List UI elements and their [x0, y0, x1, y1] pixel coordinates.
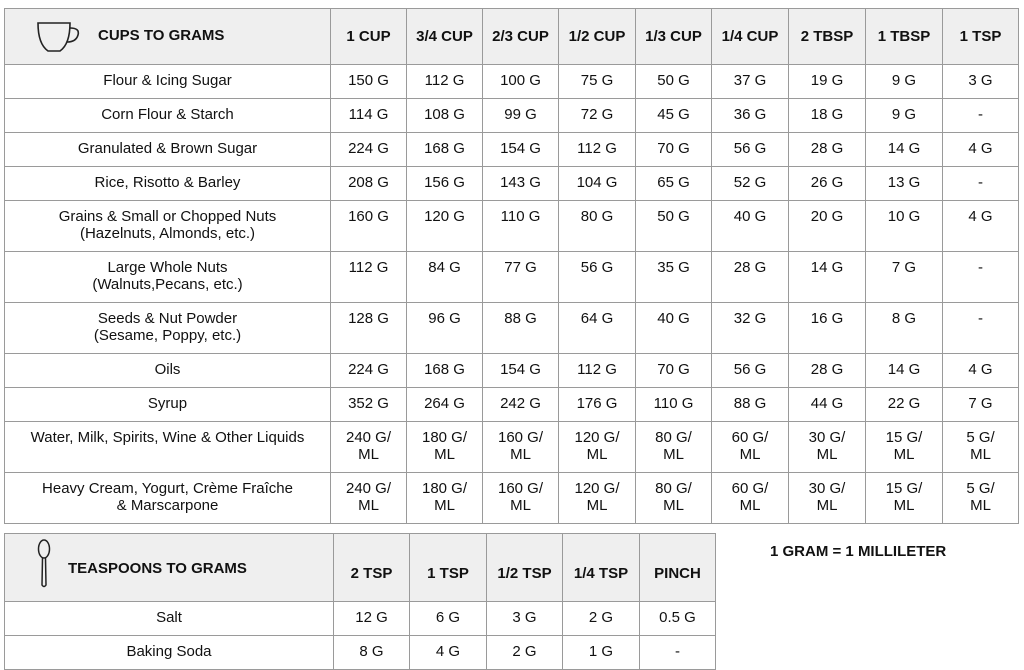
row-label-line: Salt — [156, 609, 182, 626]
row-label-line: Water, Milk, Spirits, Wine & Other Liquids — [30, 429, 305, 446]
cups-table-title: CUPS TO GRAMS — [98, 27, 225, 44]
table-cell: 150 G — [331, 65, 407, 99]
table-cell: 16 G — [789, 303, 866, 354]
column-header: 2 TSP — [334, 534, 410, 602]
table-cell: 70 G — [636, 354, 712, 388]
table-cell: 19 G — [789, 65, 866, 99]
row-label-line: & Marscarpone — [116, 497, 219, 514]
table-cell: 14 G — [789, 252, 866, 303]
row-label-line: (Walnuts,Pecans, etc.) — [92, 276, 243, 293]
table-row — [5, 303, 1019, 354]
table-cell: 37 G — [712, 65, 789, 99]
table-cell: 15 G/ ML — [866, 422, 943, 473]
cups-to-grams-table — [4, 8, 1019, 524]
table-cell: 0.5 G — [640, 602, 716, 636]
row-label — [5, 99, 331, 133]
table-row — [5, 473, 1019, 524]
row-label-line: Syrup — [147, 395, 188, 412]
row-label — [5, 354, 331, 388]
conversion-note: 1 GRAM = 1 MILLILETER — [770, 543, 947, 560]
table-cell: 84 G — [407, 252, 483, 303]
table-cell: 110 G — [483, 201, 559, 252]
table-cell: 242 G — [483, 388, 559, 422]
table-cell: 22 G — [866, 388, 943, 422]
table-cell: 154 G — [483, 133, 559, 167]
table-cell: 96 G — [407, 303, 483, 354]
table-cell: 80 G — [559, 201, 636, 252]
table-cell: 120 G/ ML — [559, 422, 636, 473]
table-cell: 14 G — [866, 354, 943, 388]
table-cell: 4 G — [943, 354, 1019, 388]
table-cell: 75 G — [559, 65, 636, 99]
table-cell: 264 G — [407, 388, 483, 422]
row-label-line: Flour & Icing Sugar — [103, 72, 232, 89]
table-cell: 88 G — [483, 303, 559, 354]
table-cell: 112 G — [559, 133, 636, 167]
table-cell: 10 G — [866, 201, 943, 252]
table-cell: - — [943, 167, 1019, 201]
row-label-line: (Hazelnuts, Almonds, etc.) — [79, 225, 256, 242]
table-cell: 99 G — [483, 99, 559, 133]
cups-table-title-cell — [5, 9, 331, 65]
table-cell: - — [943, 99, 1019, 133]
table-cell: - — [943, 303, 1019, 354]
table-cell: 128 G — [331, 303, 407, 354]
column-header: 2 TBSP — [789, 9, 866, 65]
table-row — [5, 133, 1019, 167]
row-label — [5, 602, 334, 636]
table-row — [5, 422, 1019, 473]
column-header: 1/3 CUP — [636, 9, 712, 65]
table-cell: 45 G — [636, 99, 712, 133]
table-cell: 6 G — [410, 602, 487, 636]
table-cell: 40 G — [712, 201, 789, 252]
table-cell: 240 G/ ML — [331, 473, 407, 524]
table-row — [5, 201, 1019, 252]
table-cell: 100 G — [483, 65, 559, 99]
row-label — [5, 422, 331, 473]
column-header: 3/4 CUP — [407, 9, 483, 65]
row-label — [5, 252, 331, 303]
table-row — [5, 167, 1019, 201]
table-cell: 80 G/ ML — [636, 473, 712, 524]
table-cell: 8 G — [866, 303, 943, 354]
row-label — [5, 388, 331, 422]
table-cell: 1 G — [563, 636, 640, 670]
column-header: 1/4 CUP — [712, 9, 789, 65]
row-label — [5, 473, 331, 524]
table-cell: 64 G — [559, 303, 636, 354]
row-label-line: Heavy Cream, Yogurt, Crème Fraîche — [42, 480, 293, 497]
table-row — [5, 65, 1019, 99]
table-cell: 112 G — [559, 354, 636, 388]
table-cell: 160 G/ ML — [483, 422, 559, 473]
table-cell: 65 G — [636, 167, 712, 201]
column-header: 1 TBSP — [866, 9, 943, 65]
table-cell: 3 G — [487, 602, 563, 636]
table-cell: 88 G — [712, 388, 789, 422]
row-label — [5, 65, 331, 99]
table-cell: 240 G/ ML — [331, 422, 407, 473]
row-label-line: Seeds & Nut Powder — [97, 310, 238, 327]
table-cell: 154 G — [483, 354, 559, 388]
table-cell: 56 G — [559, 252, 636, 303]
table-cell: 56 G — [712, 354, 789, 388]
table-cell: 9 G — [866, 65, 943, 99]
table-cell: 12 G — [334, 602, 410, 636]
table-cell: 224 G — [331, 354, 407, 388]
table-cell: 36 G — [712, 99, 789, 133]
table-cell: 60 G/ ML — [712, 422, 789, 473]
row-label-line: (Sesame, Poppy, etc.) — [93, 327, 242, 344]
table-cell: 180 G/ ML — [407, 473, 483, 524]
table-cell: - — [640, 636, 716, 670]
table-cell: 56 G — [712, 133, 789, 167]
table-cell: 156 G — [407, 167, 483, 201]
table-cell: 168 G — [407, 354, 483, 388]
table-cell: 4 G — [943, 201, 1019, 252]
table-cell: 14 G — [866, 133, 943, 167]
table-cell: 30 G/ ML — [789, 422, 866, 473]
table-cell: 7 G — [866, 252, 943, 303]
column-header: PINCH — [640, 534, 716, 602]
column-header: 1 TSP — [943, 9, 1019, 65]
table-cell: 35 G — [636, 252, 712, 303]
table-row — [5, 636, 716, 670]
table-cell: 120 G/ ML — [559, 473, 636, 524]
table-cell: 176 G — [559, 388, 636, 422]
row-label-line: Grains & Small or Chopped Nuts — [58, 208, 277, 225]
teaspoons-table-title-cell — [5, 534, 334, 602]
table-cell: 112 G — [407, 65, 483, 99]
table-cell: 2 G — [563, 602, 640, 636]
row-label-line: Oils — [154, 361, 181, 378]
table-cell: 30 G/ ML — [789, 473, 866, 524]
table-cell: 108 G — [407, 99, 483, 133]
table-cell: 9 G — [866, 99, 943, 133]
table-cell: 110 G — [636, 388, 712, 422]
table-cell: 224 G — [331, 133, 407, 167]
table-cell: 50 G — [636, 201, 712, 252]
table-cell: 80 G/ ML — [636, 422, 712, 473]
table-cell: 168 G — [407, 133, 483, 167]
column-header: 1 TSP — [410, 534, 487, 602]
table-row — [5, 252, 1019, 303]
table-cell: 77 G — [483, 252, 559, 303]
row-label-line: Rice, Risotto & Barley — [94, 174, 241, 191]
table-cell: 5 G/ ML — [943, 422, 1019, 473]
table-cell: 20 G — [789, 201, 866, 252]
table-row — [5, 99, 1019, 133]
table-cell: 28 G — [712, 252, 789, 303]
table-cell: 18 G — [789, 99, 866, 133]
table-cell: 70 G — [636, 133, 712, 167]
table-cell: 7 G — [943, 388, 1019, 422]
table-cell: 44 G — [789, 388, 866, 422]
table-row — [5, 388, 1019, 422]
row-label — [5, 133, 331, 167]
table-cell: 40 G — [636, 303, 712, 354]
table-cell: - — [943, 252, 1019, 303]
cup-icon — [36, 20, 82, 54]
row-label-line: Baking Soda — [126, 643, 212, 660]
table-cell: 4 G — [943, 133, 1019, 167]
row-label — [5, 201, 331, 252]
teaspoons-table-title: TEASPOONS TO GRAMS — [68, 560, 247, 577]
column-header: 1 CUP — [331, 9, 407, 65]
table-cell: 4 G — [410, 636, 487, 670]
row-label-line: Corn Flour & Starch — [101, 106, 234, 123]
row-label — [5, 636, 334, 670]
table-cell: 60 G/ ML — [712, 473, 789, 524]
teaspoons-to-grams-table — [4, 533, 716, 670]
table-cell: 8 G — [334, 636, 410, 670]
table-cell: 180 G/ ML — [407, 422, 483, 473]
table-row — [5, 354, 1019, 388]
table-cell: 13 G — [866, 167, 943, 201]
table-cell: 143 G — [483, 167, 559, 201]
table-cell: 3 G — [943, 65, 1019, 99]
table-cell: 160 G/ ML — [483, 473, 559, 524]
table-cell: 104 G — [559, 167, 636, 201]
table-cell: 5 G/ ML — [943, 473, 1019, 524]
table-cell: 2 G — [487, 636, 563, 670]
row-label-line: Granulated & Brown Sugar — [77, 140, 258, 157]
table-cell: 32 G — [712, 303, 789, 354]
row-label — [5, 303, 331, 354]
row-label-line: Large Whole Nuts — [107, 259, 228, 276]
table-cell: 28 G — [789, 133, 866, 167]
table-cell: 15 G/ ML — [866, 473, 943, 524]
table-cell: 52 G — [712, 167, 789, 201]
table-cell: 120 G — [407, 201, 483, 252]
column-header: 1/2 CUP — [559, 9, 636, 65]
table-cell: 352 G — [331, 388, 407, 422]
table-cell: 28 G — [789, 354, 866, 388]
table-cell: 114 G — [331, 99, 407, 133]
column-header: 2/3 CUP — [483, 9, 559, 65]
table-cell: 160 G — [331, 201, 407, 252]
table-cell: 208 G — [331, 167, 407, 201]
column-header: 1/4 TSP — [563, 534, 640, 602]
column-header: 1/2 TSP — [487, 534, 563, 602]
table-cell: 72 G — [559, 99, 636, 133]
table-cell: 26 G — [789, 167, 866, 201]
table-row — [5, 602, 716, 636]
row-label — [5, 167, 331, 201]
table-cell: 112 G — [331, 252, 407, 303]
table-cell: 50 G — [636, 65, 712, 99]
spoon-icon — [36, 539, 52, 589]
